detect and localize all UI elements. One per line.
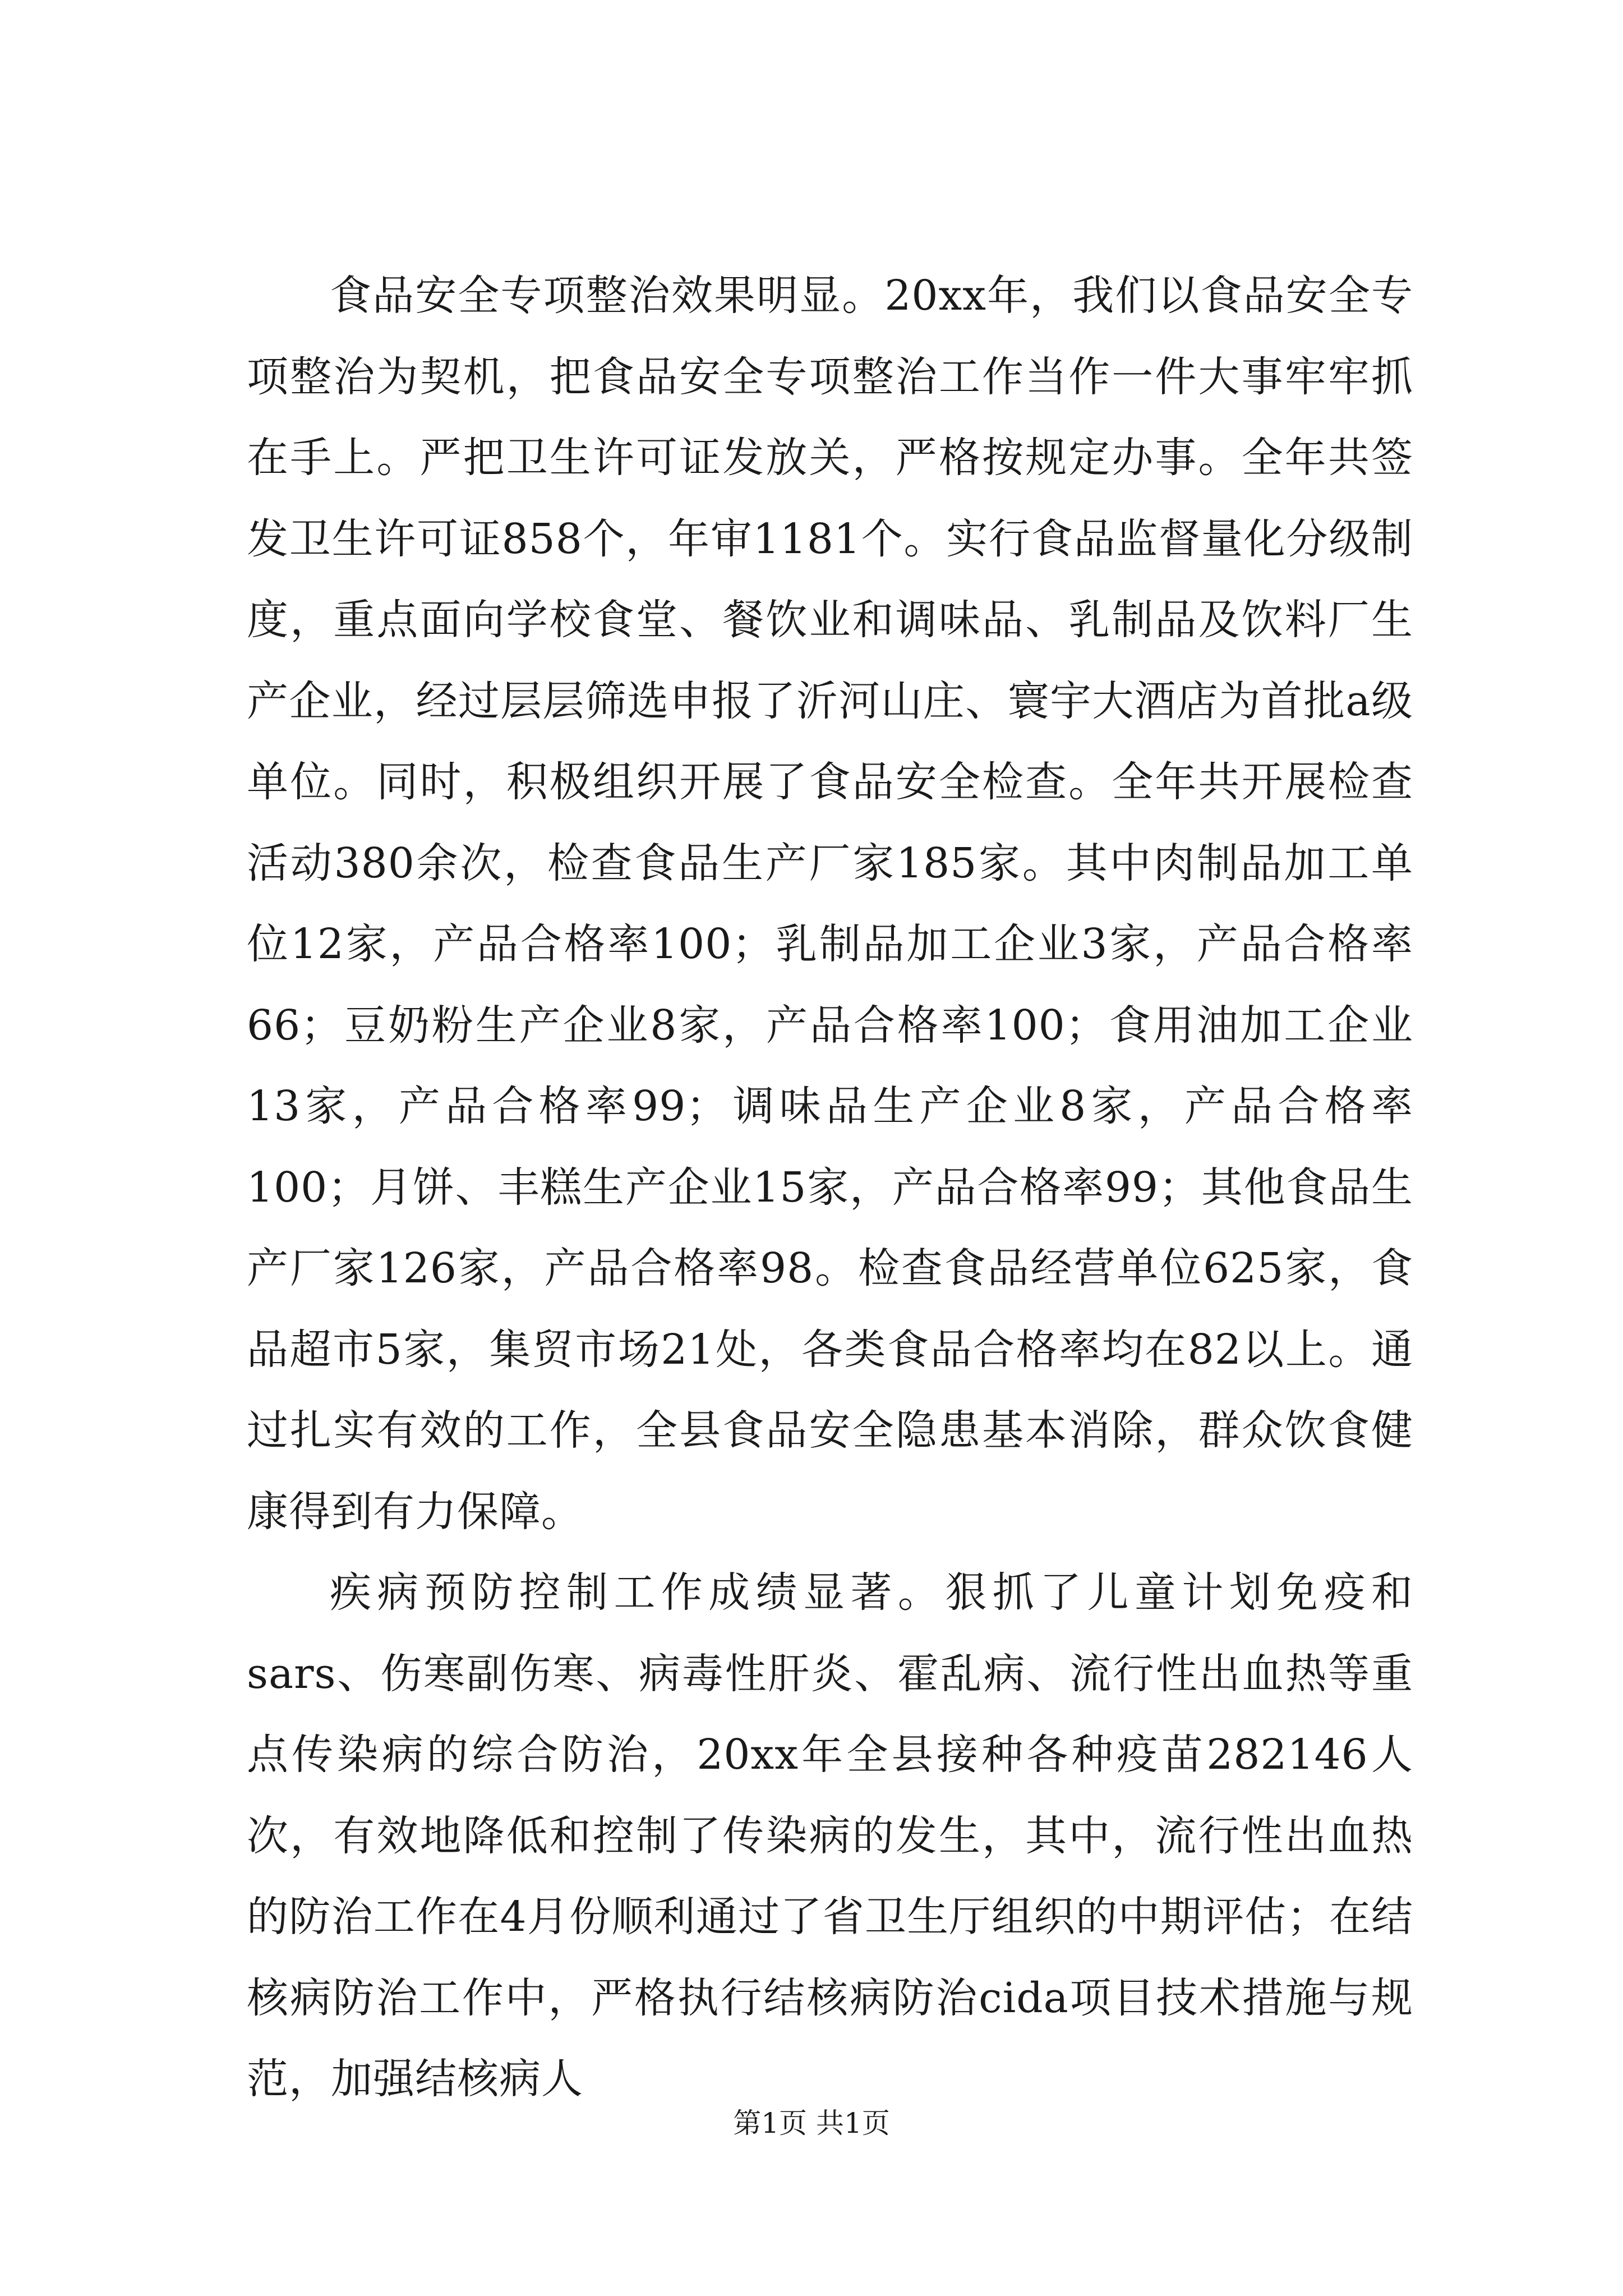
document-body bbox=[247, 255, 1413, 2120]
paragraph-disease-prevention: 疾病预防控制工作成绩显著。狠抓了儿童计划免疫和sars、伤寒副伤寒、病毒性肝炎、霍乱病、流行性出血热等重点传染病的综合防治，20xx年全县接种各种疫苗282146人次，有效地降低和控制了传染病的发生，其中，流行性出血热的防治工作在4月份顺利通过了省卫生厅组织的中期评估；在结核病防治工作中，严格执行结核病防治cida项目技术措施与规范，加强结核病人 bbox=[247, 1568, 1413, 2103]
page-footer: 第1页 共1页 bbox=[733, 2107, 890, 2139]
paragraph-food-safety: 食品安全专项整治效果明显。20xx年，我们以食品安全专项整治为契机，把食品安全专项整治工作当作一件大事牢牢抓在手上。严把卫生许可证发放关，严格按规定办事。全年共签发卫生许可证858个，年审1181个。实行食品监督量化分级制度，重点面向学校食堂、餐饮业和调味品、乳制品及饮料厂生产企业，经过层层筛选申报了沂河山庄、寰宇大酒店为首批a级单位。同时，积极组织开展了食品安全检查。全年共开展检查活动380余次，检查食品生产厂家185家。其中肉制品加工单位12家，产品合格率100；乳制品加工企业3家，产品合格率66；豆奶粉生产企业8家，产品合格率100；食用油加工企业13家，产品合格率99；调味品生产企业8家，产品合格率100；月饼、丰糕生产企业15家，产品合格率99；其他食品生产厂家126家，产品合格率98。检查食品经营单位625家，食品超市5家，集贸市场21处，各类食品合格率均在82以上。通过扎实有效的工作，全县食品安全隐患基本消除，群众饮食健康得到有力保障。 bbox=[247, 272, 1413, 1536]
